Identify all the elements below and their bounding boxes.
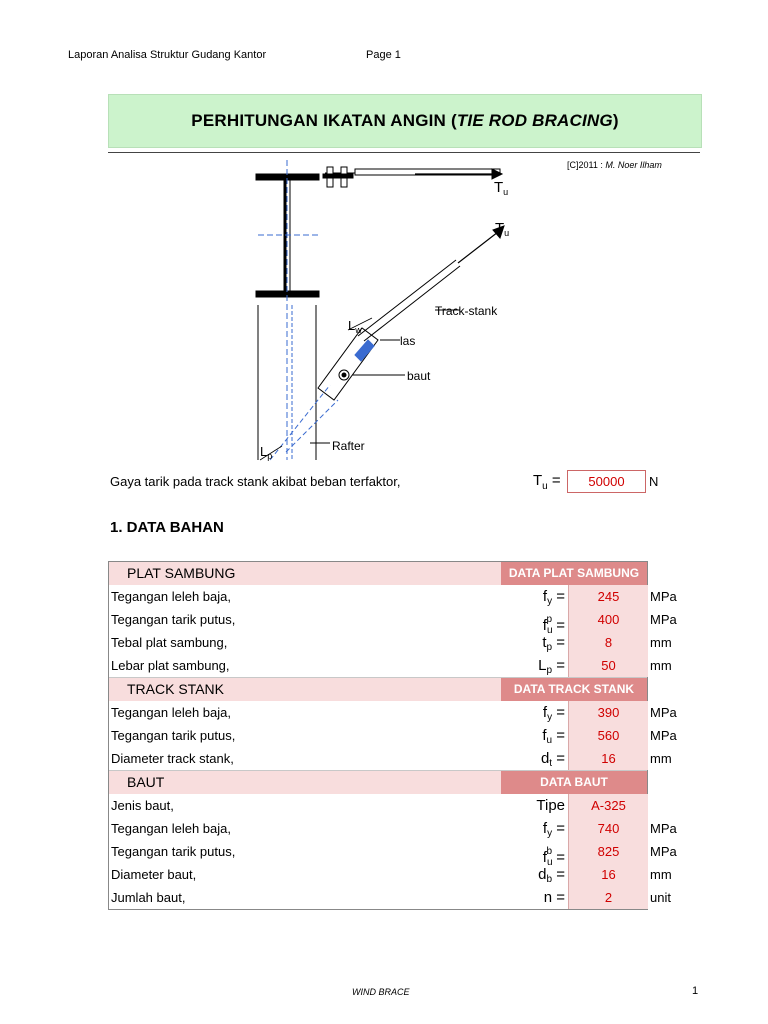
section-title: 1. DATA BAHAN	[110, 519, 224, 536]
baut-label: baut	[407, 369, 431, 383]
row-unit: unit	[650, 890, 671, 905]
table-row	[109, 886, 671, 909]
copyright-note	[567, 160, 662, 170]
footer-page-number: 1	[692, 985, 699, 997]
rafter-label: Rafter	[332, 439, 365, 453]
page-label: Page 1	[366, 49, 401, 61]
row-symbol: $f_u$ =	[542, 727, 565, 746]
row-value[interactable]: 50	[568, 654, 648, 677]
row-value[interactable]: 560	[568, 724, 648, 747]
row-label: Tegangan tarik putus,	[111, 612, 236, 627]
table-row	[109, 608, 677, 636]
row-unit: mm	[650, 751, 672, 766]
tu-label-2: $T_u$	[495, 220, 510, 238]
row-label: Tegangan leleh baja,	[111, 705, 231, 720]
lp-label: $L_p$	[260, 444, 273, 461]
group-name: PLAT SAMBUNG	[109, 562, 515, 585]
row-value[interactable]: 740	[568, 817, 648, 840]
row-label: Tegangan tarik putus,	[111, 728, 236, 743]
copyright-prefix: [C]2011 :	[567, 160, 606, 170]
row-value[interactable]: 8	[568, 631, 648, 654]
bracing-diagram	[230, 160, 530, 470]
row-unit: MPa	[650, 844, 677, 859]
row-unit: mm	[650, 867, 672, 882]
table-row	[109, 817, 677, 840]
group-header	[109, 770, 647, 794]
row-symbol: $f_y$ =	[542, 820, 565, 839]
row-unit: MPa	[650, 705, 677, 720]
row-unit: mm	[650, 635, 672, 650]
title-rule	[108, 152, 700, 153]
lw-label: $L_w$	[348, 318, 362, 335]
row-value[interactable]: A-325	[568, 794, 648, 817]
row-symbol: $f_y$ =	[542, 588, 565, 607]
table-row	[109, 654, 672, 677]
row-label: Jenis baut,	[111, 798, 174, 813]
row-symbol: $d_b$ =	[538, 866, 565, 885]
data-table	[108, 561, 677, 910]
table-row	[109, 863, 672, 886]
table-row	[109, 631, 672, 654]
row-value[interactable]: 16	[568, 863, 648, 886]
row-symbol: $f_y$ =	[542, 704, 565, 723]
row-label: Diameter baut,	[111, 867, 197, 882]
row-symbol: $t_p$ =	[542, 634, 565, 653]
group-data-header: DATA BAUT	[501, 771, 647, 794]
row-symbol: $d_t$ =	[540, 750, 565, 769]
title-italic: TIE ROD BRACING	[456, 111, 613, 130]
load-label: Gaya tarik pada track stank akibat beban terfaktor,	[110, 474, 401, 489]
row-symbol: $f_u^p$ =	[542, 614, 565, 636]
row-label: Tebal plat sambung,	[111, 635, 228, 650]
row-unit: MPa	[650, 612, 677, 627]
row-value[interactable]: 2	[568, 886, 648, 909]
copyright-author: M. Noer Ilham	[605, 160, 662, 170]
page-title	[108, 94, 702, 148]
table-row	[109, 701, 677, 724]
title-prefix: PERHITUNGAN IKATAN ANGIN (	[191, 111, 457, 130]
row-symbol: $f_u^b$ =	[542, 846, 565, 868]
row-label: Tegangan leleh baja,	[111, 589, 231, 604]
row-label: Jumlah baut,	[111, 890, 186, 905]
row-unit: MPa	[650, 821, 677, 836]
row-value[interactable]: 825	[568, 840, 648, 863]
row-symbol: Tipe	[536, 797, 565, 814]
load-unit: N	[649, 474, 659, 489]
load-symbol: $T_u$ =	[533, 472, 561, 492]
row-value[interactable]: 245	[568, 585, 648, 608]
row-label: Tegangan leleh baja,	[111, 821, 231, 836]
group-data-header: DATA PLAT SAMBUNG	[501, 562, 647, 585]
group-header	[109, 562, 647, 585]
row-label: Diameter track stank,	[111, 751, 234, 766]
las-label: las	[400, 334, 416, 348]
table-row	[109, 585, 677, 608]
row-symbol: n =	[543, 889, 565, 906]
report-title: Laporan Analisa Struktur Gudang Kantor	[68, 49, 267, 61]
row-value[interactable]: 400	[568, 608, 648, 631]
load-value[interactable]: 50000	[567, 470, 646, 493]
row-label: Lebar plat sambung,	[111, 658, 230, 673]
group-name: BAUT	[109, 771, 515, 794]
row-symbol: $L_p$ =	[538, 657, 565, 676]
table-row	[109, 794, 647, 817]
row-unit: mm	[650, 658, 672, 673]
group-name: TRACK STANK	[109, 678, 515, 701]
group-data-header: DATA TRACK STANK	[501, 678, 647, 701]
title-suffix: )	[612, 111, 619, 130]
row-label: Tegangan tarik putus,	[111, 844, 236, 859]
table-row	[109, 747, 672, 770]
footer-label: WIND BRACE	[352, 987, 410, 997]
group-header	[109, 677, 647, 701]
row-unit: MPa	[650, 728, 677, 743]
row-value[interactable]: 16	[568, 747, 648, 770]
table-row	[109, 840, 677, 868]
row-value[interactable]: 390	[568, 701, 648, 724]
track-stank-label: Track-stank	[435, 304, 498, 318]
tu-label-1: $T_u$	[494, 179, 509, 197]
table-row	[109, 724, 677, 747]
row-unit: MPa	[650, 589, 677, 604]
